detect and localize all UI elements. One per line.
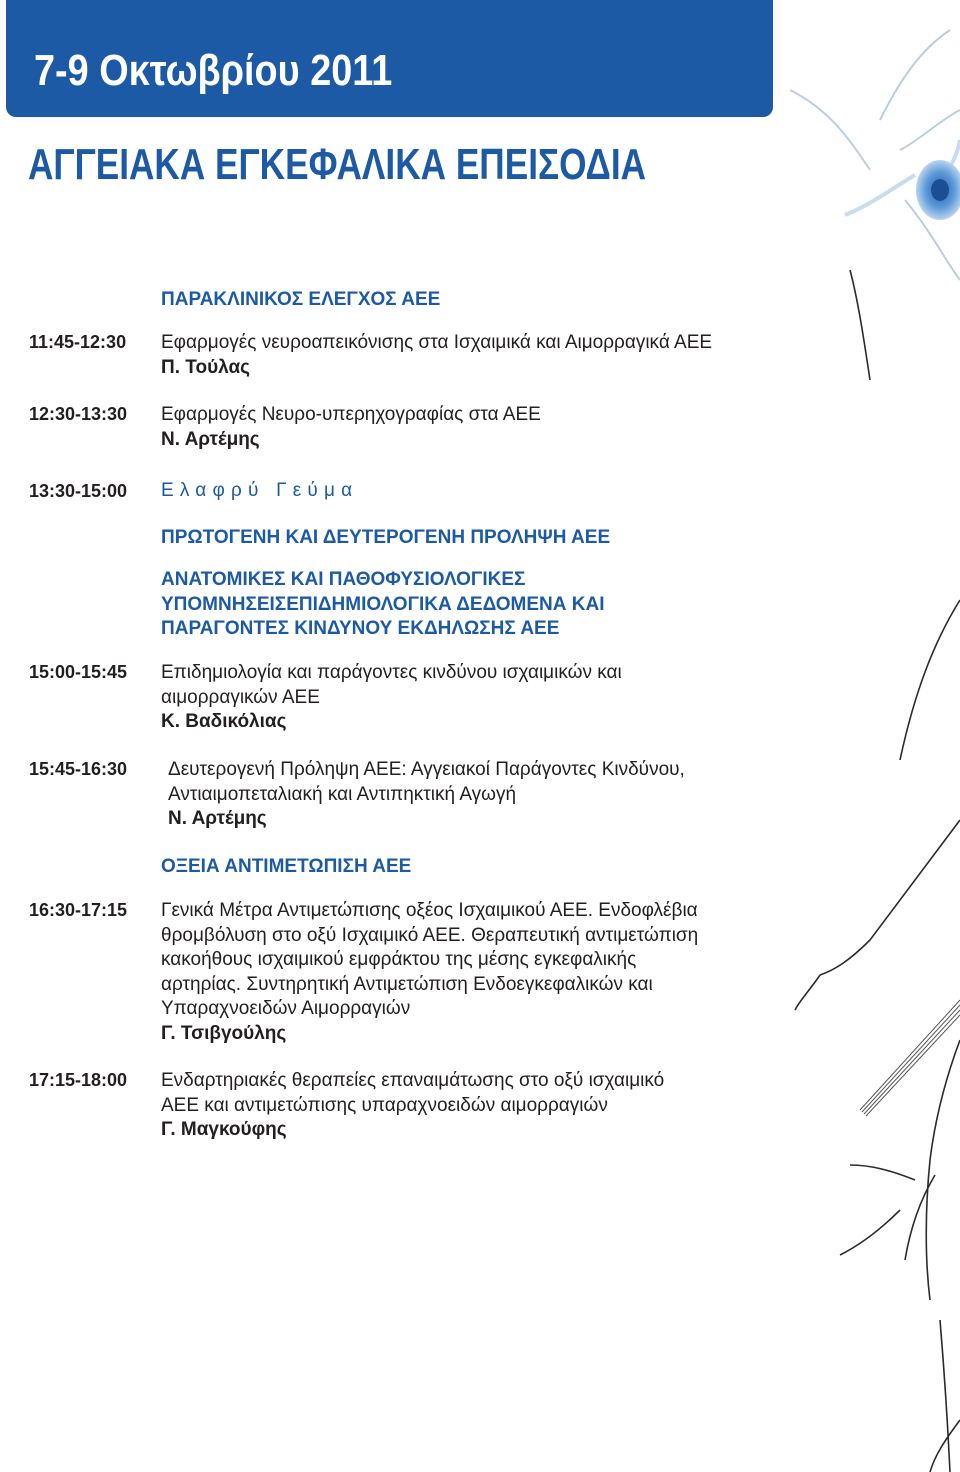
session-time: 13:30-15:00	[29, 481, 128, 501]
session-entry	[161, 899, 698, 1046]
session-title: Επιδημιολογία και παράγοντες κινδύνου ισχαιμικών και	[161, 662, 622, 683]
section-heading-acute: ΟΞΕΙΑ ΑΝΤΙΜΕΤΩΠΙΣΗ ΑΕΕ	[161, 856, 412, 877]
session-entry	[168, 758, 685, 832]
session-speaker: Π. Τούλας	[161, 356, 251, 378]
session-entry	[161, 403, 541, 452]
section-heading-paraclinical: ΠΑΡΑΚΛΙΝΙΚΟΣ ΕΛΕΓΧΟΣ ΑΕΕ	[161, 289, 441, 310]
session-title: Ενδαρτηριακές θεραπείες επαναιμάτωσης στο οξύ ισχαιμικό	[161, 1070, 665, 1091]
session-entry	[161, 661, 622, 735]
section-heading-anatomy	[161, 568, 604, 642]
page-title: ΑΓΓΕΙΑΚΑ ΕΓΚΕΦΑΛΙΚΑ ΕΠΕΙΣΟΔΙΑ	[28, 140, 647, 189]
session-title: Αντιαιμοπεταλιακή και Αντιπηκτική Αγωγή	[168, 783, 517, 805]
session-title: αιμορραγικών ΑΕΕ	[161, 686, 320, 708]
session-speaker: Ν. Αρτέμης	[168, 808, 267, 829]
session-title: κακοήθους ισχαιμικού εμφράκτου της μέσης εγκεφαλικής	[161, 949, 637, 970]
session-time: 15:00-15:45	[29, 662, 128, 682]
session-entry	[161, 1069, 664, 1143]
session-time: 11:45-12:30	[29, 332, 127, 352]
session-title: Υπαραχνοειδών Αιμορραγιών	[161, 998, 411, 1019]
session-title: ΑΕΕ και αντιμετώπισης υπαραχνοειδών αιμορραγιών	[161, 1094, 608, 1116]
session-title: αρτηρίας. Συντηρητική Αντιμετώπιση Ενδοεγκεφαλικών και	[161, 973, 653, 995]
session-speaker: Κ. Βαδικόλιας	[161, 711, 287, 732]
session-speaker: Γ. Τσιβγούλης	[161, 1022, 287, 1044]
neuron-cell-body	[916, 160, 960, 220]
lunch-break: Ελαφρύ Γεύμα	[161, 480, 359, 501]
session-time: 12:30-13:30	[29, 404, 128, 424]
date-banner	[6, 0, 773, 117]
section-heading-line: ΥΠΟΜΝΗΣΕΙΣΕΠΙΔΗΜΙΟΛΟΓΙΚΑ ΔΕΔΟΜΕΝΑ ΚΑΙ	[161, 593, 605, 615]
section-heading-prevention: ΠΡΩΤΟΓΕΝΗ ΚΑΙ ΔΕΥΤΕΡΟΓΕΝΗ ΠΡΟΛΗΨΗ ΑΕΕ	[161, 527, 611, 548]
session-speaker: Ν. Αρτέμης	[161, 428, 260, 450]
session-time: 16:30-17:15	[29, 900, 128, 920]
session-speaker: Γ. Μαγκούφης	[161, 1119, 287, 1140]
session-title: θρομβόλυση στο οξύ Ισχαιμικό ΑΕΕ. Θεραπευτική αντιμετώπιση	[161, 924, 699, 946]
session-time: 17:15-18:00	[29, 1070, 128, 1090]
session-title: Εφαρμογές νευροαπεικόνισης στα Ισχαιμικά και Αιμορραγικά ΑΕΕ	[161, 332, 713, 353]
section-heading-line: ΠΑΡΑΓΟΝΤΕΣ ΚΙΝΔΥΝΟΥ ΕΚΔΗΛΩΣΗΣ ΑΕΕ	[161, 618, 560, 639]
session-time: 15:45-16:30	[29, 759, 128, 779]
session-title: Γενικά Μέτρα Αντιμετώπισης οξέος Ισχαιμικού ΑΕΕ. Ενδοφλέβια	[161, 900, 698, 921]
session-title: Εφαρμογές Νευρο-υπερηχογραφίας στα ΑΕΕ	[161, 404, 541, 425]
section-heading-line: ΑΝΑΤΟΜΙΚΕΣ ΚΑΙ ΠΑΘΟΦΥΣΙΟΛΟΓΙΚΕΣ	[161, 569, 526, 590]
event-date: 7-9 Οκτωβρίου 2011	[34, 46, 393, 95]
session-title: Δευτερογενή Πρόληψη ΑΕΕ: Αγγειακοί Παράγοντες Κινδύνου,	[168, 759, 685, 780]
session-entry	[161, 331, 712, 380]
